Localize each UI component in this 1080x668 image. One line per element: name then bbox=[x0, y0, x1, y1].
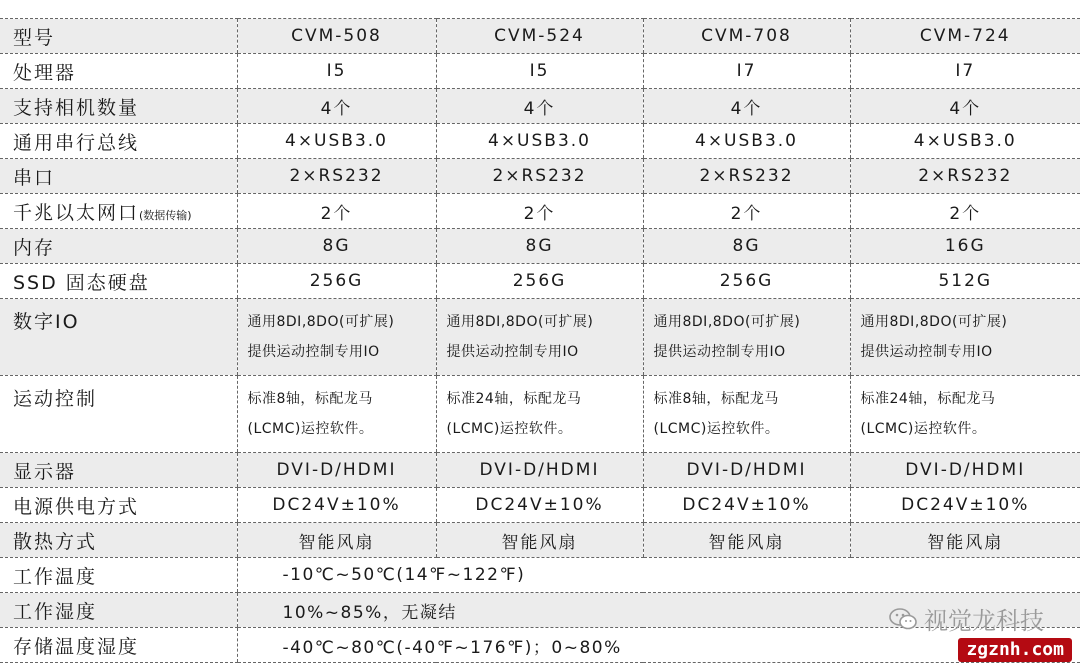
watermark bbox=[888, 601, 1044, 636]
cell-value: 2×RS232 bbox=[850, 159, 1080, 194]
cell-value: DVI-D/HDMI bbox=[643, 453, 850, 488]
cell-value: 8G bbox=[643, 229, 850, 264]
row-label: 散热方式 bbox=[0, 523, 237, 558]
cell-line: 提供运动控制专用IO bbox=[653, 344, 786, 360]
row-label: 工作温度 bbox=[0, 558, 237, 593]
cell-value: DC24V±10% bbox=[643, 488, 850, 523]
cell-value: I7 bbox=[643, 54, 850, 89]
site-logo[interactable]: zgznh.com bbox=[958, 638, 1072, 662]
cell-line: 提供运动控制专用IO bbox=[860, 344, 993, 360]
table-row-memory bbox=[0, 229, 1080, 264]
cell-value: 10%~85%，无凝结 bbox=[237, 593, 1080, 628]
cell-value: 512G bbox=[850, 264, 1080, 299]
cell-value bbox=[643, 376, 850, 453]
model-name: CVM-708 bbox=[643, 19, 850, 54]
row-label: SSD 固态硬盘 bbox=[0, 264, 237, 299]
table-row-power bbox=[0, 488, 1080, 523]
cell-value: DC24V±10% bbox=[850, 488, 1080, 523]
cell-value: 智能风扇 bbox=[643, 523, 850, 558]
table-row-camera-count bbox=[0, 89, 1080, 124]
cell-line: 标准8轴，标配龙马 bbox=[653, 391, 779, 407]
cell-line: 通用8DI,8DO(可扩展) bbox=[247, 314, 395, 330]
table-row-serial bbox=[0, 159, 1080, 194]
cell-value: 2×RS232 bbox=[643, 159, 850, 194]
table-row-digital-io bbox=[0, 299, 1080, 376]
cell-value: 256G bbox=[643, 264, 850, 299]
cell-line: 标准24轴，标配龙马 bbox=[860, 391, 996, 407]
cell-line: (LCMC)运控软件。 bbox=[653, 421, 780, 437]
cell-value: 4个 bbox=[643, 89, 850, 124]
cell-line: 标准8轴，标配龙马 bbox=[247, 391, 373, 407]
row-label: 处理器 bbox=[0, 54, 237, 89]
cell-value: DC24V±10% bbox=[237, 488, 436, 523]
cell-value: DVI-D/HDMI bbox=[436, 453, 643, 488]
table-header-row bbox=[0, 19, 1080, 54]
cell-line: 通用8DI,8DO(可扩展) bbox=[860, 314, 1008, 330]
cell-value: -40℃~80℃(-40℉~176℉)；0~80% bbox=[237, 628, 1080, 663]
row-label: 数字IO bbox=[0, 299, 237, 376]
row-label: 运动控制 bbox=[0, 376, 237, 453]
cell-value: 2个 bbox=[237, 194, 436, 229]
cell-value bbox=[850, 376, 1080, 453]
row-label-note: (数据传输) bbox=[139, 208, 192, 222]
spec-table bbox=[0, 18, 1080, 663]
cell-value: 2个 bbox=[436, 194, 643, 229]
model-name: CVM-524 bbox=[436, 19, 643, 54]
row-label: 存储温度湿度 bbox=[0, 628, 237, 663]
cell-value bbox=[237, 299, 436, 376]
table-row-processor bbox=[0, 54, 1080, 89]
cell-value: 4×USB3.0 bbox=[237, 124, 436, 159]
table-row-display bbox=[0, 453, 1080, 488]
table-row-usb bbox=[0, 124, 1080, 159]
cell-value: I5 bbox=[436, 54, 643, 89]
row-label: 内存 bbox=[0, 229, 237, 264]
cell-value bbox=[643, 299, 850, 376]
cell-value: DVI-D/HDMI bbox=[237, 453, 436, 488]
cell-line: 通用8DI,8DO(可扩展) bbox=[446, 314, 594, 330]
cell-value bbox=[436, 376, 643, 453]
table-row-ssd bbox=[0, 264, 1080, 299]
cell-value: 4×USB3.0 bbox=[643, 124, 850, 159]
watermark-text: 视觉龙科技 bbox=[924, 607, 1044, 635]
cell-line: (LCMC)运控软件。 bbox=[860, 421, 987, 437]
row-label-model: 型号 bbox=[0, 19, 237, 54]
cell-value: 4个 bbox=[237, 89, 436, 124]
cell-value: 2个 bbox=[850, 194, 1080, 229]
row-label: 串口 bbox=[0, 159, 237, 194]
chat-bubble-icon bbox=[888, 606, 918, 632]
cell-value: 4个 bbox=[436, 89, 643, 124]
cell-value: 2×RS232 bbox=[237, 159, 436, 194]
cell-value: I7 bbox=[850, 54, 1080, 89]
cell-line: 提供运动控制专用IO bbox=[446, 344, 579, 360]
cell-value bbox=[237, 376, 436, 453]
cell-line: (LCMC)运控软件。 bbox=[446, 421, 573, 437]
cell-value: 2×RS232 bbox=[436, 159, 643, 194]
cell-line: (LCMC)运控软件。 bbox=[247, 421, 374, 437]
cell-value: 2个 bbox=[643, 194, 850, 229]
cell-value: 8G bbox=[237, 229, 436, 264]
cell-value: -10℃~50℃(14℉~122℉) bbox=[237, 558, 1080, 593]
cell-value: DC24V±10% bbox=[436, 488, 643, 523]
cell-line: 标准24轴，标配龙马 bbox=[446, 391, 582, 407]
row-label-text: 千兆以太网口 bbox=[13, 201, 140, 224]
cell-value bbox=[436, 299, 643, 376]
cell-value: I5 bbox=[237, 54, 436, 89]
cell-value: 16G bbox=[850, 229, 1080, 264]
table-row-op-temp bbox=[0, 558, 1080, 593]
cell-value: 4个 bbox=[850, 89, 1080, 124]
row-label: 电源供电方式 bbox=[0, 488, 237, 523]
cell-value: 智能风扇 bbox=[237, 523, 436, 558]
cell-value: 4×USB3.0 bbox=[850, 124, 1080, 159]
cell-line: 提供运动控制专用IO bbox=[247, 344, 380, 360]
row-label bbox=[0, 194, 237, 229]
model-name: CVM-724 bbox=[850, 19, 1080, 54]
cell-value: DVI-D/HDMI bbox=[850, 453, 1080, 488]
table-row-motion-control bbox=[0, 376, 1080, 453]
table-row-ethernet bbox=[0, 194, 1080, 229]
row-label: 支持相机数量 bbox=[0, 89, 237, 124]
cell-value: 256G bbox=[237, 264, 436, 299]
cell-value: 4×USB3.0 bbox=[436, 124, 643, 159]
cell-line: 通用8DI,8DO(可扩展) bbox=[653, 314, 801, 330]
cell-value: 8G bbox=[436, 229, 643, 264]
row-label: 通用串行总线 bbox=[0, 124, 237, 159]
row-label: 工作湿度 bbox=[0, 593, 237, 628]
table-row-cooling bbox=[0, 523, 1080, 558]
model-name: CVM-508 bbox=[237, 19, 436, 54]
cell-value: 智能风扇 bbox=[850, 523, 1080, 558]
cell-value: 智能风扇 bbox=[436, 523, 643, 558]
row-label: 显示器 bbox=[0, 453, 237, 488]
cell-value: 256G bbox=[436, 264, 643, 299]
cell-value bbox=[850, 299, 1080, 376]
